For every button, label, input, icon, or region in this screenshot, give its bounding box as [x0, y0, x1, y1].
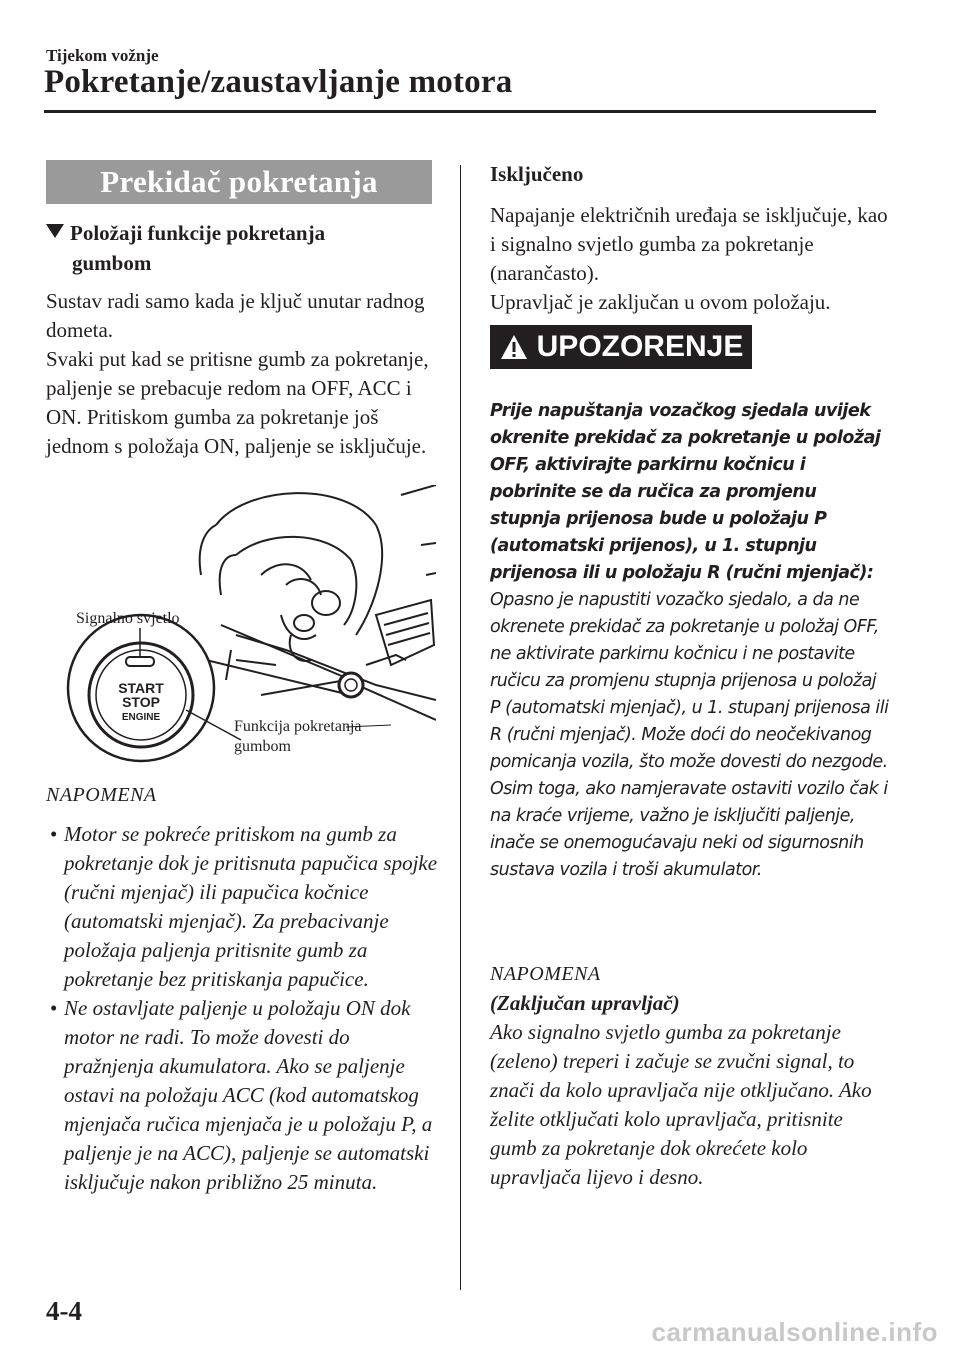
note-subtitle: (Zaključan upravljač)	[490, 991, 680, 1015]
page-title: Pokretanje/zaustavljanje motora	[44, 64, 513, 100]
warning-paragraph-1: Opasno je napustiti vozačko sjedalo, a da ne okrenete prekidač za pokretanje u položaj OFF, ne aktivirate parkirnu kočnicu i ne postavite ručicu za promjenu stupnja prijenosa u položaj P (automatski mjenjač), u 1. stupanj prijenosa ili R (ručni mjenjač). Može doći do neočekivanog pomicanja vozila, što može dovesti do nezgode.	[490, 590, 889, 772]
label-start-button-2: gumbom	[234, 738, 291, 755]
btn-start-text: START	[118, 680, 164, 696]
intro-text	[46, 287, 446, 461]
subsection-heading	[46, 218, 426, 278]
warning-text	[490, 398, 890, 884]
note-bullet: • Ne ostavljate paljenje u položaju ON dok motor ne radi. To može dovesti do pražnjenja akumulatora. Ako se paljenje ostavi na položaju ACC (kod automatskog mjenjača ručica mjenjača je u položaju P, a paljenje je na ACC), paljenje se automatski isključuje nakon približno 25 minuta.	[50, 996, 433, 1194]
note-bullet-text: Ne ostavljate paljenje u položaju ON dok motor ne radi. To može dovesti do pražnjenja akumulatora. Ako se paljenje ostavi na položaju ACC (kod automatskog mjenjača ručica mjenjača je u položaju P, a paljenje je na ACC), paljenje se automatski isključuje nakon približno 25 minuta.	[64, 996, 433, 1194]
btn-stop-text: STOP	[122, 694, 160, 710]
page-number: 4-4	[46, 1296, 82, 1326]
intro-paragraph-1: Sustav radi samo kada je ključ unutar radnog dometa.	[46, 289, 425, 342]
warning-label: UPOZORENJE	[536, 330, 744, 363]
note-right	[490, 960, 890, 1192]
off-paragraph-1: Napajanje električnih uređaja se isključuje, kao i signalno svjetlo gumba za pokretanje (narančasto).	[490, 203, 888, 285]
triangle-marker-icon	[46, 224, 64, 238]
subhead-line-1: Položaji funkcije pokretanja	[70, 221, 326, 245]
signal-light-icon	[126, 657, 154, 666]
note-body: Ako signalno svjetlo gumba za pokretanje (zeleno) treperi i začuje se zvučni signal, to znači da kolo upravljača nije otključano. Ako želite otključati kolo upravljača, pritisnite gumb za pokretanje dok okrećete kolo upravljača lijevo i desno.	[490, 1020, 872, 1189]
off-heading: Isključeno	[490, 162, 584, 186]
warning-triangle-icon	[499, 333, 529, 361]
column-divider	[460, 165, 461, 1290]
label-signal-light: Signalno svjetlo	[76, 610, 180, 627]
header-rule	[44, 110, 876, 113]
warning-bold-paragraph: Prije napuštanja vozačkog sjedala uvijek okrenite prekidač za pokretanje u položaj OFF, aktivirajte parkirnu kočnicu i pobrinite se da ručica za promjenu stupnja prijenosa bude u položaju P (automatski prijenos), u 1. stupnju prijenosa ili u položaju R (ručni mjenjač):	[490, 401, 881, 583]
off-paragraph-2: Upravljač je zaključan u ovom položaju.	[490, 290, 831, 314]
subhead-line-2: gumbom	[72, 251, 152, 275]
label-start-button-1: Funkcija pokretanja	[234, 718, 362, 735]
off-text	[490, 201, 890, 317]
section-banner: Prekidač pokretanja	[46, 160, 432, 204]
warning-paragraph-2: Osim toga, ako namjeravate ostaviti vozilo čak i na kraće vrijeme, važno je isključiti paljenje, inače se onemogućavaju neki od sigurnosnih sustava vozila i troši akumulator.	[490, 779, 888, 880]
steering-wheel-rim	[216, 493, 376, 525]
section-label: Tijekom vožnje	[46, 46, 159, 65]
note-bullet: • Motor se pokreće pritiskom na gumb za pokretanje dok je pritisnuta papučica spojke (ručni mjenjač) ili papučica kočnice (automatski mjenjač). Za prebacivanje položaja paljenja pritisnite gumb za pokretanje bez pritiskanja papučice.	[50, 822, 438, 991]
note-title-right: NAPOMENA	[490, 963, 601, 985]
intro-paragraph-2: Svaki put kad se pritisne gumb za pokretanje, paljenje se prebacuje redom na OFF, ACC i ON. Pritiskom gumba za pokretanje još jednom s položaja ON, paljenje se isključuje.	[46, 347, 429, 458]
start-button-figure	[46, 485, 436, 763]
note-bullets	[46, 820, 441, 1197]
note-bullet-text: Motor se pokreće pritiskom na gumb za pokretanje dok je pritisnuta papučica spojke (ručni mjenjač) ili papučica kočnice (automatski mjenjač). Za prebacivanje položaja paljenja pritisnite gumb za pokretanje bez pritiskanja papučice.	[64, 822, 438, 991]
warning-badge	[490, 325, 752, 369]
btn-engine-text: ENGINE	[121, 712, 161, 723]
dashboard-illustration	[46, 485, 436, 763]
note-title-left: NAPOMENA	[46, 784, 157, 806]
watermark: carmanualsonline.info	[651, 1317, 938, 1347]
